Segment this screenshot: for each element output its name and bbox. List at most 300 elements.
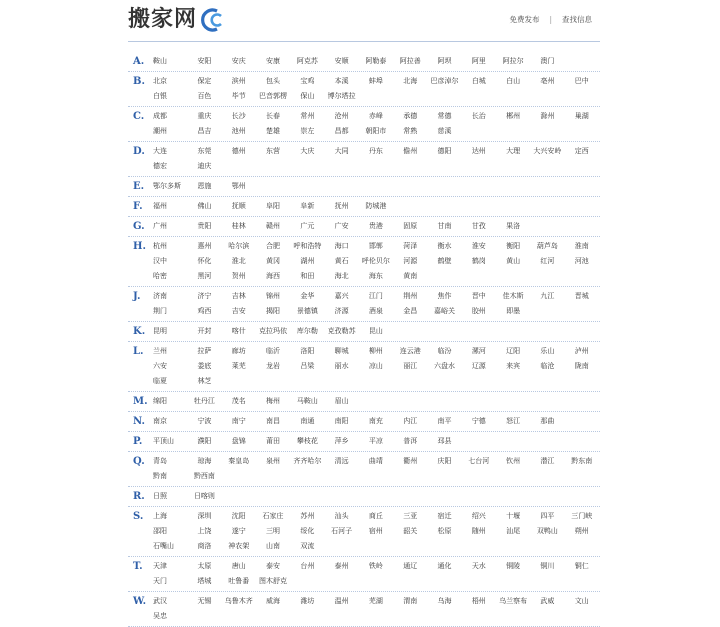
city-link[interactable]: 克拉玛依 — [259, 327, 288, 335]
city-link[interactable]: 萍乡 — [334, 437, 349, 445]
city-link[interactable]: 鞍山 — [153, 57, 167, 65]
city-link[interactable]: 防城港 — [365, 202, 387, 210]
city-link[interactable]: 澳门 — [540, 57, 555, 65]
city-link[interactable]: 阜阳 — [266, 202, 281, 210]
city-link[interactable]: 锦州 — [266, 292, 281, 300]
city-link[interactable]: 昌吉 — [197, 127, 212, 135]
city-link[interactable]: 荆州 — [403, 292, 418, 300]
letter-section — [128, 217, 600, 237]
city-link[interactable]: 常德 — [437, 112, 452, 120]
city-link[interactable]: 六安 — [153, 362, 167, 370]
city-link[interactable]: 巴彦淖尔 — [430, 77, 459, 85]
city-link[interactable]: 临沂 — [266, 347, 281, 355]
city-link[interactable]: 绍兴 — [471, 512, 486, 520]
city-link[interactable]: 遂宁 — [231, 527, 246, 535]
city-link[interactable]: 日照 — [153, 492, 167, 500]
city-link[interactable]: 长治 — [471, 112, 486, 120]
city-link[interactable]: 北京 — [153, 77, 167, 85]
city-link[interactable]: 甘南 — [437, 222, 452, 230]
city-link[interactable]: 南通 — [300, 417, 315, 425]
city-link[interactable]: 焦作 — [437, 292, 452, 300]
letter-section — [128, 322, 600, 342]
city-link[interactable]: 平顶山 — [153, 437, 174, 445]
city-link[interactable]: 三门峡 — [571, 512, 593, 520]
city-link[interactable]: 石家庄 — [262, 512, 284, 520]
city-link[interactable]: 文山 — [574, 597, 589, 605]
city-link[interactable]: 长春 — [266, 112, 281, 120]
city-link[interactable]: 定西 — [574, 147, 589, 155]
city-link[interactable]: 吕梁 — [300, 362, 315, 370]
city-link[interactable]: 辽阳 — [506, 347, 521, 355]
city-link[interactable]: 黔南 — [153, 472, 167, 480]
city-link[interactable]: 金昌 — [403, 307, 418, 315]
city-link[interactable]: 临汾 — [437, 347, 452, 355]
city-link[interactable]: 那曲 — [540, 417, 555, 425]
city-link[interactable]: 广元 — [300, 222, 315, 230]
city-link[interactable]: 丽水 — [334, 362, 349, 370]
city-link[interactable]: 大理 — [506, 147, 521, 155]
city-link[interactable]: 朝阳市 — [365, 127, 387, 135]
city-link[interactable]: 齐齐哈尔 — [293, 457, 322, 465]
city-link[interactable]: 大庆 — [300, 147, 315, 155]
city-link[interactable]: 景德镇 — [296, 307, 318, 315]
city-link[interactable]: 天津 — [153, 562, 167, 570]
city-list — [153, 324, 600, 339]
city-link[interactable]: 石嘴山 — [153, 542, 174, 550]
city-link[interactable]: 常州 — [300, 112, 315, 120]
city-link[interactable]: 商丘 — [368, 512, 383, 520]
city-link[interactable]: 济南 — [153, 292, 167, 300]
city-link[interactable]: 秦皇岛 — [228, 457, 250, 465]
city-link[interactable]: 赤峰 — [368, 112, 383, 120]
city-link[interactable]: 韶关 — [403, 527, 418, 535]
city-link[interactable]: 呼和浩特 — [293, 242, 322, 250]
city-link[interactable]: 台州 — [300, 562, 315, 570]
site-logo[interactable] — [128, 6, 226, 34]
city-link[interactable]: 贵阳 — [197, 222, 212, 230]
city-link[interactable]: 宿州 — [368, 527, 383, 535]
city-link[interactable]: 柳州 — [368, 347, 383, 355]
city-link[interactable]: 南昌 — [266, 417, 281, 425]
city-link[interactable]: 衡水 — [437, 242, 452, 250]
city-link[interactable]: 鹤壁 — [437, 257, 452, 265]
city-link[interactable]: 鹤岗 — [471, 257, 486, 265]
city-link[interactable]: 白城 — [471, 77, 486, 85]
city-link[interactable]: 河源 — [403, 257, 418, 265]
city-link[interactable]: 内江 — [403, 417, 418, 425]
city-link[interactable]: 衡阳 — [506, 242, 521, 250]
city-link[interactable]: 神农架 — [228, 542, 250, 550]
city-link[interactable]: 梅州 — [266, 397, 281, 405]
city-link[interactable]: 双流 — [300, 542, 315, 550]
city-link[interactable]: 曲靖 — [368, 457, 383, 465]
city-link[interactable]: 汕尾 — [506, 527, 521, 535]
city-link[interactable]: 朔州 — [574, 527, 589, 535]
city-link[interactable]: 泰州 — [334, 562, 349, 570]
city-link[interactable]: 揭阳 — [266, 307, 281, 315]
city-link[interactable]: 南宁 — [231, 417, 246, 425]
city-link[interactable]: 武汉 — [153, 597, 167, 605]
city-link[interactable]: 阜新 — [300, 202, 315, 210]
city-link[interactable]: 塔城 — [197, 577, 212, 585]
city-link[interactable]: 兰州 — [153, 347, 167, 355]
city-link[interactable]: 荆门 — [153, 307, 167, 315]
city-link[interactable]: 绥化 — [300, 527, 315, 535]
city-link[interactable]: 迪庆 — [197, 162, 212, 170]
city-link[interactable]: 安阳 — [197, 57, 212, 65]
city-link[interactable]: 龙岩 — [266, 362, 281, 370]
city-link[interactable]: 拉萨 — [197, 347, 212, 355]
city-link[interactable]: 安顺 — [334, 57, 349, 65]
city-link[interactable]: 江门 — [368, 292, 383, 300]
city-link[interactable]: 泸州 — [574, 347, 589, 355]
city-link[interactable]: 九江 — [540, 292, 555, 300]
city-link[interactable]: 东莞 — [197, 147, 212, 155]
city-link[interactable]: 随州 — [471, 527, 486, 535]
city-link[interactable]: 黄石 — [334, 257, 349, 265]
city-link[interactable]: 鄂尔多斯 — [153, 182, 181, 190]
city-link[interactable]: 保山 — [300, 92, 315, 100]
city-link[interactable]: 慈溪 — [437, 127, 452, 135]
city-link[interactable]: 临夏 — [153, 377, 167, 385]
city-link[interactable]: 菏泽 — [403, 242, 418, 250]
city-link[interactable]: 双鸭山 — [536, 527, 558, 535]
city-link[interactable]: 天水 — [471, 562, 486, 570]
city-link[interactable]: 莆田 — [266, 437, 281, 445]
city-link[interactable]: 巴中 — [574, 77, 589, 85]
city-link[interactable]: 沈阳 — [231, 512, 246, 520]
city-link[interactable]: 山南 — [266, 542, 281, 550]
city-link[interactable]: 吉林 — [231, 292, 246, 300]
city-link[interactable]: 汉中 — [153, 257, 167, 265]
city-link[interactable]: 四平 — [540, 512, 555, 520]
city-link[interactable]: 阿克苏 — [296, 57, 318, 65]
city-link[interactable]: 武威 — [540, 597, 555, 605]
city-link[interactable]: 嘉峪关 — [434, 307, 456, 315]
city-link[interactable]: 丽江 — [403, 362, 418, 370]
city-link[interactable]: 黑河 — [197, 272, 212, 280]
city-link[interactable]: 潮州 — [153, 127, 167, 135]
city-link[interactable]: 商洛 — [197, 542, 212, 550]
city-link[interactable]: 陇南 — [574, 362, 589, 370]
city-link[interactable]: 濮阳 — [197, 437, 212, 445]
city-link[interactable]: 吐鲁番 — [228, 577, 250, 585]
city-link[interactable]: 达州 — [471, 147, 486, 155]
city-link[interactable]: 惠州 — [197, 242, 212, 250]
city-link[interactable]: 昆明 — [153, 327, 167, 335]
city-link[interactable]: 茂名 — [231, 397, 246, 405]
city-link[interactable]: 果洛 — [506, 222, 521, 230]
city-link[interactable]: 哈尔滨 — [228, 242, 250, 250]
city-link[interactable]: 宁德 — [471, 417, 486, 425]
city-link[interactable]: 保定 — [197, 77, 212, 85]
city-link[interactable]: 来宾 — [506, 362, 521, 370]
city-link[interactable]: 晋城 — [574, 292, 589, 300]
city-link[interactable]: 马鞍山 — [296, 397, 318, 405]
city-link[interactable]: 黔东南 — [571, 457, 593, 465]
city-link[interactable]: 乌兰察布 — [499, 597, 528, 605]
city-link[interactable]: 渭南 — [403, 597, 418, 605]
city-link[interactable]: 博尔塔拉 — [327, 92, 356, 100]
city-link[interactable]: 宝鸡 — [300, 77, 315, 85]
city-link[interactable]: 包头 — [266, 77, 281, 85]
city-link[interactable]: 通化 — [437, 562, 452, 570]
city-link[interactable]: 绵阳 — [153, 397, 167, 405]
city-link[interactable]: 日喀则 — [193, 492, 215, 500]
city-link[interactable]: 庆阳 — [437, 457, 452, 465]
city-link[interactable]: 南平 — [437, 417, 452, 425]
city-link[interactable]: 七台河 — [468, 457, 490, 465]
city-link[interactable]: 即墨 — [506, 307, 521, 315]
city-link[interactable]: 邯郸 — [368, 242, 383, 250]
city-link[interactable]: 清远 — [334, 457, 349, 465]
city-link[interactable]: 深圳 — [197, 512, 212, 520]
city-link[interactable]: 淮安 — [471, 242, 486, 250]
city-link[interactable]: 普洱 — [403, 437, 418, 445]
city-link[interactable]: 三明 — [266, 527, 281, 535]
city-link[interactable]: 邵阳 — [153, 527, 167, 535]
city-link[interactable]: 晋中 — [471, 292, 486, 300]
city-link[interactable]: 德州 — [231, 147, 246, 155]
city-link[interactable]: 赣州 — [266, 222, 281, 230]
city-link[interactable]: 本溪 — [334, 77, 349, 85]
city-link[interactable]: 怒江 — [506, 417, 521, 425]
city-link[interactable]: 林芝 — [197, 377, 212, 385]
city-link[interactable]: 甘孜 — [471, 222, 486, 230]
city-link[interactable]: 毕节 — [231, 92, 246, 100]
city-link[interactable]: 琼海 — [197, 457, 212, 465]
city-link[interactable]: 铜仁 — [574, 562, 589, 570]
free-post-link[interactable]: 免费发布 — [509, 15, 540, 24]
city-link[interactable]: 丹东 — [368, 147, 383, 155]
city-link[interactable]: 滨州 — [231, 77, 246, 85]
city-link[interactable]: 广州 — [153, 222, 167, 230]
city-link[interactable]: 苏州 — [300, 512, 315, 520]
city-link[interactable]: 盘锦 — [231, 437, 246, 445]
city-link[interactable]: 松原 — [437, 527, 452, 535]
city-link[interactable]: 牡丹江 — [193, 397, 215, 405]
city-link[interactable]: 汕头 — [334, 512, 349, 520]
city-link[interactable]: 贵港 — [368, 222, 383, 230]
city-link[interactable]: 阿坝 — [437, 57, 452, 65]
city-link[interactable]: 潜江 — [540, 457, 555, 465]
city-link[interactable]: 大连 — [153, 147, 167, 155]
city-link[interactable]: 库尔勒 — [296, 327, 318, 335]
city-link[interactable]: 海北 — [334, 272, 349, 280]
city-link[interactable]: 克孜勒苏 — [327, 327, 356, 335]
city-link[interactable]: 廊坊 — [231, 347, 246, 355]
city-link[interactable]: 黄山 — [506, 257, 521, 265]
city-link[interactable]: 泰安 — [266, 562, 281, 570]
city-link[interactable]: 上海 — [153, 512, 167, 520]
city-link[interactable]: 阿里 — [471, 57, 486, 65]
city-link[interactable]: 安庆 — [231, 57, 246, 65]
city-link[interactable]: 抚州 — [334, 202, 349, 210]
city-link[interactable]: 洛阳 — [300, 347, 315, 355]
city-link[interactable]: 佳木斯 — [502, 292, 524, 300]
city-link[interactable]: 潍坊 — [300, 597, 315, 605]
city-link[interactable]: 无锡 — [197, 597, 212, 605]
section-letter: W. — [133, 596, 147, 607]
city-link[interactable]: 海口 — [334, 242, 349, 250]
city-link[interactable]: 阿拉善 — [399, 57, 421, 65]
city-link[interactable]: 图木舒克 — [259, 577, 288, 585]
city-link[interactable]: 东营 — [266, 147, 281, 155]
city-link[interactable]: 酒泉 — [368, 307, 383, 315]
city-link[interactable]: 海东 — [368, 272, 383, 280]
city-link[interactable]: 平凉 — [368, 437, 383, 445]
city-link[interactable]: 巴音郭楞 — [259, 92, 288, 100]
city-link[interactable]: 安康 — [266, 57, 281, 65]
city-link[interactable]: 黄冈 — [266, 257, 281, 265]
city-link[interactable]: 广安 — [334, 222, 349, 230]
city-link[interactable]: 福州 — [153, 202, 167, 210]
city-link[interactable]: 莱芜 — [231, 362, 246, 370]
city-link[interactable]: 白山 — [506, 77, 521, 85]
city-link[interactable]: 吉安 — [231, 307, 246, 315]
city-link[interactable]: 黔西南 — [193, 472, 215, 480]
city-link[interactable]: 昌都 — [334, 127, 349, 135]
city-link[interactable]: 铁岭 — [368, 562, 383, 570]
city-link[interactable]: 葫芦岛 — [536, 242, 558, 250]
city-link[interactable]: 辽源 — [471, 362, 486, 370]
city-link[interactable]: 崇左 — [300, 127, 315, 135]
city-link[interactable]: 连云港 — [399, 347, 421, 355]
city-link[interactable]: 南京 — [153, 417, 167, 425]
city-link[interactable]: 黄南 — [403, 272, 418, 280]
city-link[interactable]: 郴州 — [506, 112, 521, 120]
city-link[interactable]: 凉山 — [368, 362, 383, 370]
city-link[interactable]: 阿勒泰 — [365, 57, 387, 65]
city-link[interactable]: 通辽 — [403, 562, 418, 570]
city-link[interactable]: 巢湖 — [574, 112, 589, 120]
city-link[interactable]: 德阳 — [437, 147, 452, 155]
city-link[interactable]: 南充 — [368, 417, 383, 425]
city-link[interactable]: 佛山 — [197, 202, 212, 210]
city-link[interactable]: 梧州 — [471, 597, 486, 605]
city-link[interactable]: 楚雄 — [266, 127, 281, 135]
city-link[interactable]: 阿拉尔 — [502, 57, 524, 65]
city-link[interactable]: 喀什 — [231, 327, 246, 335]
city-link[interactable]: 怀化 — [197, 257, 212, 265]
city-link[interactable]: 滁州 — [540, 112, 555, 120]
city-link[interactable]: 威海 — [266, 597, 281, 605]
city-link[interactable]: 常熟 — [403, 127, 418, 135]
city-list — [153, 594, 600, 624]
city-link[interactable]: 淮北 — [231, 257, 246, 265]
letter-section — [128, 197, 600, 217]
city-link[interactable]: 沧州 — [334, 112, 349, 120]
city-link[interactable]: 成都 — [153, 112, 167, 120]
city-link[interactable]: 邳县 — [437, 437, 452, 445]
city-link[interactable]: 六盘水 — [434, 362, 456, 370]
city-link[interactable]: 海西 — [266, 272, 281, 280]
search-info-link[interactable]: 查找信息 — [562, 15, 592, 24]
city-link[interactable]: 济源 — [334, 307, 349, 315]
city-link[interactable]: 杭州 — [153, 242, 167, 250]
city-link[interactable]: 贺州 — [231, 272, 246, 280]
city-link[interactable]: 淮南 — [574, 242, 589, 250]
city-link[interactable]: 聊城 — [334, 347, 349, 355]
city-link[interactable]: 开封 — [197, 327, 212, 335]
city-link[interactable]: 温州 — [334, 597, 349, 605]
city-link[interactable]: 重庆 — [197, 112, 212, 120]
city-link[interactable]: 湖州 — [300, 257, 315, 265]
city-link[interactable]: 大兴安岭 — [533, 147, 562, 155]
city-link[interactable]: 铜陵 — [506, 562, 521, 570]
city-link[interactable]: 天门 — [153, 577, 167, 585]
city-link[interactable]: 漯河 — [471, 347, 486, 355]
city-link[interactable]: 合肥 — [266, 242, 281, 250]
city-link[interactable]: 哈密 — [153, 272, 167, 280]
city-link[interactable]: 百色 — [197, 92, 212, 100]
city-link[interactable]: 石河子 — [331, 527, 353, 535]
city-link[interactable]: 抚顺 — [231, 202, 246, 210]
city-link[interactable]: 眉山 — [334, 397, 349, 405]
city-link[interactable]: 金华 — [300, 292, 315, 300]
section-letter: E. — [133, 181, 145, 192]
city-link[interactable]: 泉州 — [266, 457, 281, 465]
city-link[interactable]: 红河 — [540, 257, 555, 265]
city-link[interactable]: 鄂州 — [231, 182, 246, 190]
city-link[interactable]: 青岛 — [153, 457, 167, 465]
city-link[interactable]: 钦州 — [506, 457, 521, 465]
city-link[interactable]: 蚌埠 — [368, 77, 383, 85]
city-link[interactable]: 宿迁 — [437, 512, 452, 520]
city-link[interactable]: 三亚 — [403, 512, 418, 520]
city-link[interactable]: 唐山 — [231, 562, 246, 570]
city-link[interactable]: 河池 — [574, 257, 589, 265]
city-link[interactable]: 儋州 — [403, 147, 418, 155]
city-link[interactable]: 乌鲁木齐 — [224, 597, 253, 605]
city-link[interactable]: 固原 — [403, 222, 418, 230]
city-link[interactable]: 亳州 — [540, 77, 555, 85]
city-link[interactable]: 上饶 — [197, 527, 212, 535]
letter-section — [128, 592, 600, 627]
city-link[interactable]: 乌海 — [437, 597, 452, 605]
city-link[interactable]: 长沙 — [231, 112, 246, 120]
city-link[interactable]: 胶州 — [471, 307, 486, 315]
city-link[interactable]: 芜湖 — [368, 597, 383, 605]
city-link[interactable]: 德宏 — [153, 162, 167, 170]
city-link[interactable]: 南阳 — [334, 417, 349, 425]
city-link[interactable]: 桂林 — [231, 222, 246, 230]
city-link[interactable]: 宁波 — [197, 417, 212, 425]
city-link[interactable]: 济宁 — [197, 292, 212, 300]
section-letter: L. — [133, 346, 144, 357]
city-link[interactable]: 恩施 — [197, 182, 212, 190]
city-link[interactable]: 承德 — [403, 112, 418, 120]
city-link[interactable]: 乐山 — [540, 347, 555, 355]
city-link[interactable]: 临沧 — [540, 362, 555, 370]
city-link[interactable]: 太原 — [197, 562, 212, 570]
city-link[interactable]: 大同 — [334, 147, 349, 155]
city-link[interactable]: 池州 — [231, 127, 246, 135]
city-link[interactable]: 北海 — [403, 77, 418, 85]
city-link[interactable]: 十堰 — [506, 512, 521, 520]
city-link[interactable]: 衢州 — [403, 457, 418, 465]
city-link[interactable]: 攀枝花 — [296, 437, 318, 445]
city-link[interactable]: 鸡西 — [197, 307, 212, 315]
city-link[interactable]: 娄底 — [197, 362, 212, 370]
city-link[interactable]: 铜川 — [540, 562, 555, 570]
city-link[interactable]: 昆山 — [368, 327, 383, 335]
city-link[interactable]: 呼伦贝尔 — [361, 257, 390, 265]
city-link[interactable]: 嘉兴 — [334, 292, 349, 300]
city-link[interactable]: 吴忠 — [153, 612, 167, 620]
city-link[interactable]: 白银 — [153, 92, 167, 100]
city-link[interactable]: 和田 — [300, 272, 315, 280]
